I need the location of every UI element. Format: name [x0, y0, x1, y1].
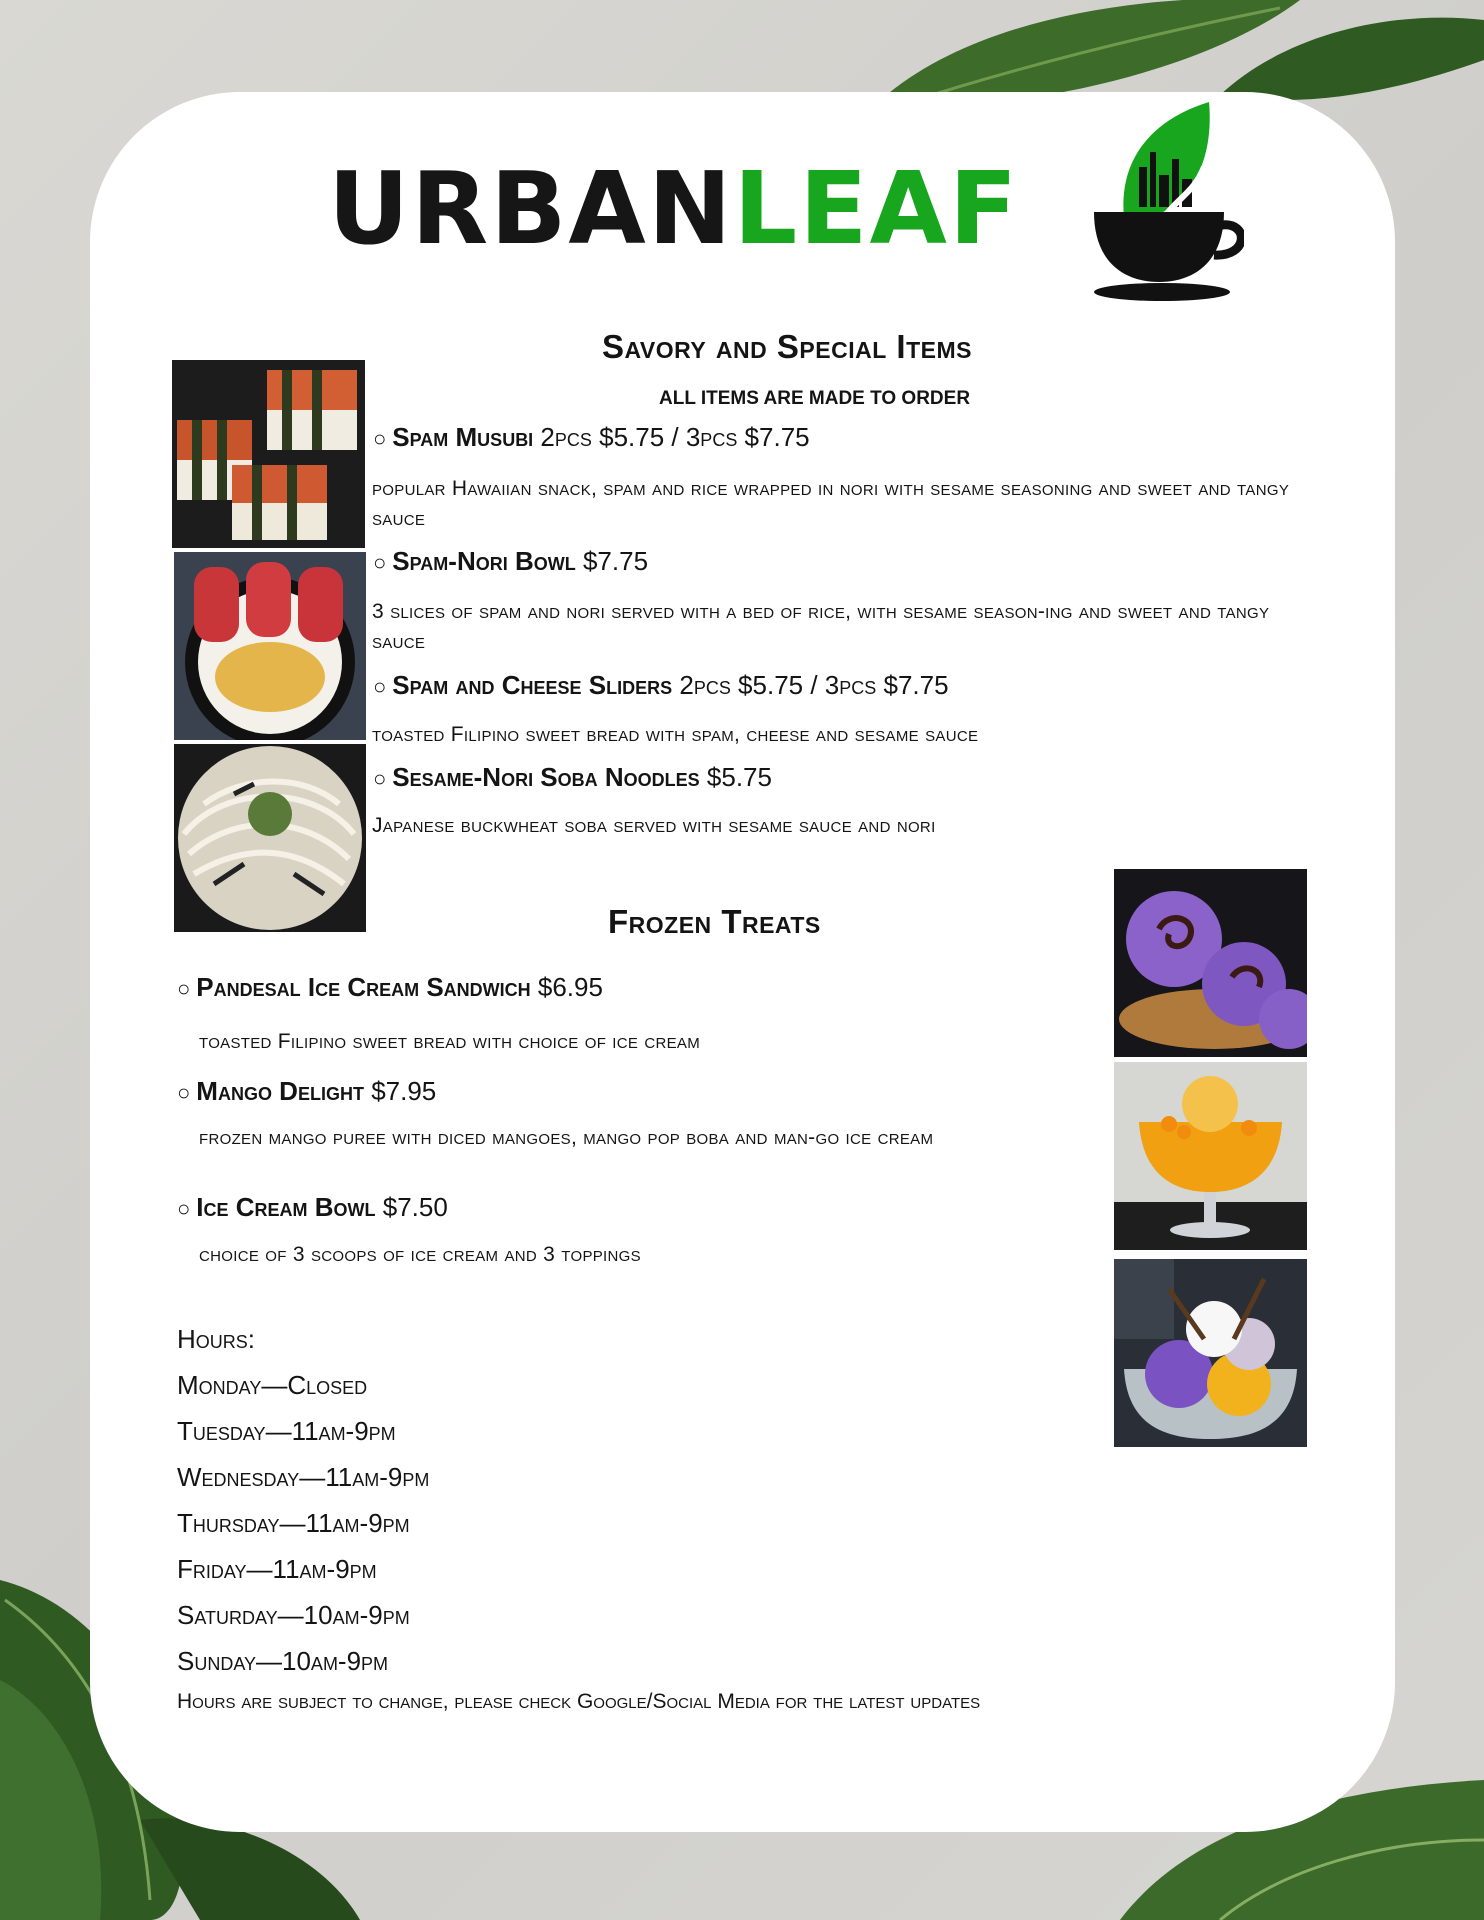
hours-tuesday: Tuesday—11am-9pm: [177, 1416, 396, 1446]
bullet-circle-icon: ○: [177, 1196, 191, 1221]
ice-cream-bowl-photo: [1114, 1259, 1307, 1447]
bullet-circle-icon: ○: [373, 550, 387, 575]
bullet-circle-icon: ○: [373, 426, 387, 451]
brand-word-urban: URBAN: [328, 150, 734, 267]
item-pandesal-title: ○ Pandesal Ice Cream Sandwich $6.95: [177, 972, 603, 1002]
item-soba-noodles-desc: Japanese buckwheat soba served with sesame sauce and nori: [372, 814, 936, 837]
menu-card: [90, 92, 1395, 1832]
item-spam-musubi-title: ○ Spam Musubi 2pcs $5.75 / 3pcs $7.75: [373, 422, 810, 452]
hours-wednesday: Wednesday—11am-9pm: [177, 1462, 430, 1492]
made-to-order-note: ALL ITEMS ARE MADE TO ORDER: [659, 388, 971, 409]
item-mango-delight-title: ○ Mango Delight $7.95: [177, 1076, 437, 1106]
spam-musubi-photo: [172, 360, 365, 548]
savory-heading: Savory and Special Items: [602, 328, 972, 365]
hours-friday: Friday—11am-9pm: [177, 1554, 377, 1584]
bullet-circle-icon: ○: [373, 766, 387, 791]
brand-word-leaf: LEAF: [733, 150, 1020, 267]
bullet-circle-icon: ○: [373, 674, 387, 699]
frozen-heading: Frozen Treats: [608, 903, 821, 940]
item-spam-cheese-sliders-title: ○ Spam and Cheese Sliders 2pcs $5.75 / 3pcs $7.75: [373, 670, 949, 700]
item-mango-delight-desc: frozen mango puree with diced mangoes, mango pop boba and man-go ice cream: [199, 1126, 934, 1149]
item-spam-musubi-desc: popular Hawaiian snack, spam and rice wrapped in nori with sesame seasoning and sweet and tangy sauce: [372, 477, 1290, 530]
hours-label: Hours:: [177, 1324, 256, 1354]
hours-monday: Monday—Closed: [177, 1370, 368, 1400]
spam-nori-bowl-photo: [174, 552, 366, 740]
mango-delight-photo: [1114, 1062, 1307, 1250]
leaf-cup-icon: [1084, 97, 1244, 307]
item-ice-cream-bowl-title: ○ Ice Cream Bowl $7.50: [177, 1192, 448, 1222]
brand-logo: [328, 97, 1248, 317]
hours-saturday: Saturday—10am-9pm: [177, 1600, 410, 1630]
hours-change-note: Hours are subject to change, please check Google/Social Media for the latest updates: [177, 1690, 981, 1713]
bullet-circle-icon: ○: [177, 1080, 191, 1105]
item-soba-noodles-title: ○ Sesame-Nori Soba Noodles $5.75: [373, 762, 772, 792]
ube-ice-cream-photo: [1114, 869, 1307, 1057]
item-pandesal-desc: toasted Filipino sweet bread with choice of ice cream: [199, 1030, 700, 1053]
soba-noodles-photo: [174, 744, 366, 932]
brand-wordmark: [328, 150, 1020, 267]
item-spam-nori-bowl-desc: 3 slices of spam and nori served with a bed of rice, with sesame season-ing and sweet and tangy sauce: [372, 600, 1270, 653]
item-spam-nori-bowl-title: ○ Spam-Nori Bowl $7.75: [373, 546, 649, 576]
bullet-circle-icon: ○: [177, 976, 191, 1001]
hours-thursday: Thursday—11am-9pm: [177, 1508, 410, 1538]
item-ice-cream-bowl-desc: choice of 3 scoops of ice cream and 3 toppings: [199, 1243, 641, 1266]
hours-sunday: Sunday—10am-9pm: [177, 1646, 389, 1676]
item-spam-cheese-sliders-desc: toasted Filipino sweet bread with spam, cheese and sesame sauce: [372, 723, 979, 746]
